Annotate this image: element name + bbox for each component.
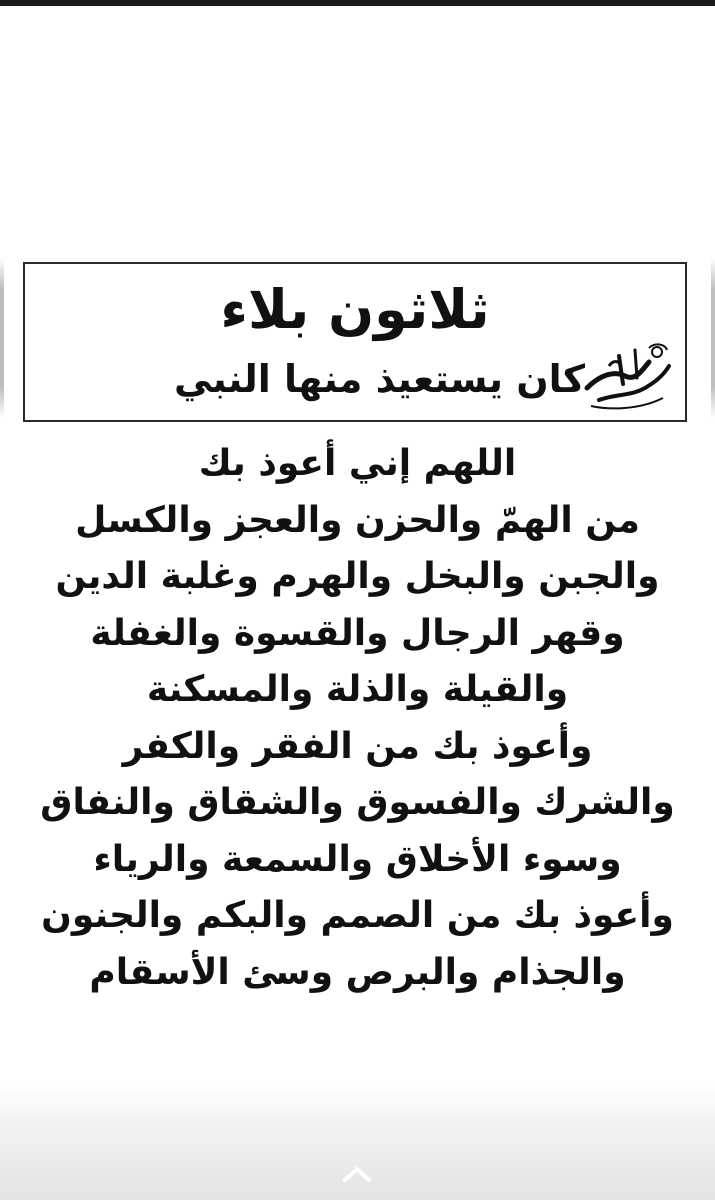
status-bar [0,0,715,6]
dua-line: والجبن والبخل والهرم وغلبة الدين [55,556,660,597]
scroll-up-button[interactable] [337,1158,377,1190]
dua-line: والجذام والبرص وسئ الأسقام [89,951,626,993]
dua-text [20,436,695,1001]
chevron-up-icon [341,1165,373,1183]
dua-line: والشرك والفسوق والشقاق والنفاق [40,782,675,823]
right-edge-shadow [711,258,715,418]
left-edge-shadow [0,258,4,418]
dua-line: وأعوذ بك من الفقر والكفر [122,725,593,767]
page-title: ثلاثون بلاء [220,278,490,341]
dua-line: من الهمّ والحزن والعجز والكسل [75,499,640,541]
page-subtitle: كان يستعيذ منها النبي [173,357,585,401]
muhammad-calligraphy-icon [579,336,675,416]
dua-line: والقيلة والذلة والمسكنة [146,669,569,710]
dua-line: وأعوذ بك من الصمم والبكم والجنون [41,895,674,936]
dua-line: وسوء الأخلاق والسمعة والرياء [93,838,622,880]
dua-line: وقهر الرجال والقسوة والغفلة [90,612,625,654]
title-box [23,262,687,422]
dua-line: اللهم إني أعوذ بك [198,443,517,484]
